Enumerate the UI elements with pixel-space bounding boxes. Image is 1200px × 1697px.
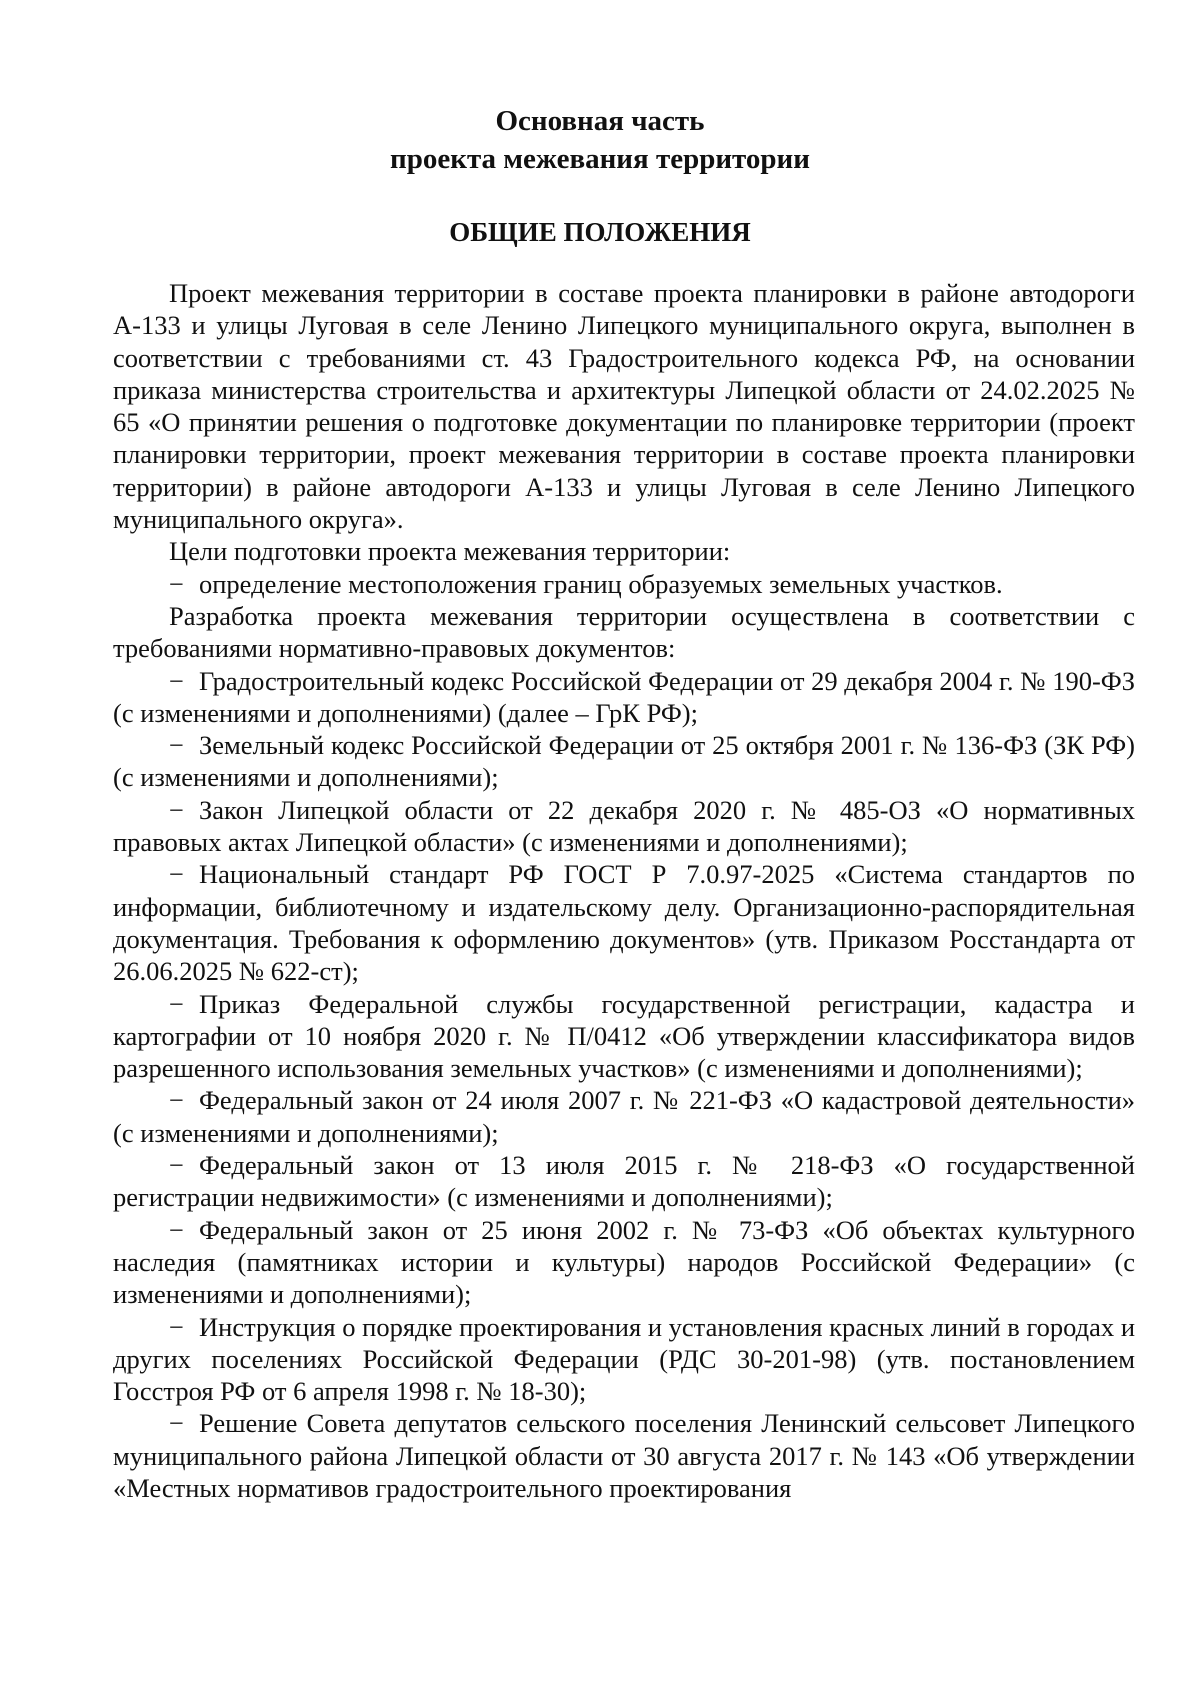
document-item — [113, 1084, 1135, 1149]
dash-marker: − — [169, 794, 184, 825]
document-item-text: Градостроительный кодекс Российской Федерации от 29 декабря 2004 г. № 190-ФЗ (с изменениями и дополнениями) (далее – ГрК РФ); — [113, 665, 1135, 728]
dash-marker: − — [169, 859, 184, 890]
title-line-1: Основная часть — [495, 105, 705, 137]
document-item-text: Федеральный закон от 24 июля 2007 г. № 221-ФЗ «О кадастровой деятельности» (с изменениями и дополнениями); — [113, 1085, 1135, 1148]
dash-marker: − — [169, 1408, 184, 1439]
goals-heading: Цели подготовки проекта межевания территории: — [169, 536, 731, 567]
dash-marker: − — [169, 1150, 184, 1181]
document-item-text: Решение Совета депутатов сельского поселения Ленинский сельсовет Липецкого муниципального района Липецкой области от 30 августа 2017 г. № 143 «Об утверждении «Местных нормативов градостроительного проектирования — [113, 1408, 1135, 1503]
document-item — [113, 1149, 1135, 1214]
dash-marker: − — [169, 568, 184, 599]
goal-text: определение местоположения границ образуемых земельных участков. — [199, 568, 1003, 599]
goal-item — [113, 568, 1135, 600]
document-item-text: Инструкция о порядке проектирования и установления красных линий в городах и других поселениях Российской Федерации (РДС 30-201-98) (утв. постановлением Госстроя РФ от 6 апреля 1998 г. № 18-30); — [113, 1311, 1135, 1407]
document-item — [113, 665, 1135, 730]
document-item-text: Закон Липецкой области от 22 декабря 2020 г. № 485-ОЗ «О нормативных правовых актах Липецкой области» (с изменениями и дополнениями); — [113, 794, 1135, 858]
document-item — [113, 858, 1135, 987]
document-item — [113, 1407, 1135, 1504]
document-title — [0, 102, 1200, 178]
documents-intro: Разработка проекта межевания территории осуществлена в соответствии с требованиями нормативно-правовых документов: — [113, 600, 1135, 664]
document-item — [113, 794, 1135, 859]
dash-marker: − — [169, 1085, 184, 1116]
document-item — [113, 1311, 1135, 1408]
document-item — [113, 1214, 1135, 1311]
document-body — [113, 277, 1135, 1504]
dash-marker: − — [169, 665, 184, 696]
document-item — [113, 988, 1135, 1085]
title-line-2: проекта межевания территории — [390, 143, 810, 175]
document-item-text: Национальный стандарт РФ ГОСТ Р 7.0.97-2025 «Система стандартов по информации, библиотечному и издательскому делу. Организационно-распорядительная документация. Требования к оформлению документов» (утв. Приказом Росстандарта от 26.06.2025 № 622-ст); — [113, 859, 1135, 987]
dash-marker: − — [169, 1214, 184, 1245]
intro-paragraph: Проект межевания территории в составе проекта планировки в районе автодороги А-133 и улицы Луговая в селе Ленино Липецкого муниципального округа, выполнен в соответствии с требованиями ст. 43 Градостроительного кодекса РФ, на основании приказа министерства строительства и архитектуры Липецкой области от 24.02.2025 № 65 «О принятии решения о подготовке документации по планировке территории (проект планировки территории, проект межевания территории в составе проекта планировки территории) в районе автодороги А-133 и улицы Луговая в селе Ленино Липецкого муниципального округа». — [113, 278, 1135, 535]
document-item-text: Федеральный закон от 25 июня 2002 г. № 73-ФЗ «Об объектах культурного наследия (памятниках истории и культуры) народов Российской Федерации» (с изменениями и дополнениями); — [113, 1214, 1135, 1310]
dash-marker: − — [169, 988, 184, 1019]
document-item — [113, 729, 1135, 794]
dash-marker: − — [169, 730, 184, 761]
dash-marker: − — [169, 1311, 184, 1342]
document-item-text: Федеральный закон от 13 июля 2015 г. № 218-ФЗ «О государственной регистрации недвижимости» (с изменениями и дополнениями); — [113, 1150, 1135, 1213]
document-item-text: Земельный кодекс Российской Федерации от 25 октября 2001 г. № 136-ФЗ (ЗК РФ) (с изменениями и дополнениями); — [113, 730, 1135, 793]
document-item-text: Приказ Федеральной службы государственной регистрации, кадастра и картографии от 10 ноября 2020 г. № П/0412 «Об утверждении классификатора видов разрешенного использования земельных участков» (с изменениями и дополнениями); — [113, 988, 1135, 1084]
section-heading: ОБЩИЕ ПОЛОЖЕНИЯ — [449, 217, 751, 247]
